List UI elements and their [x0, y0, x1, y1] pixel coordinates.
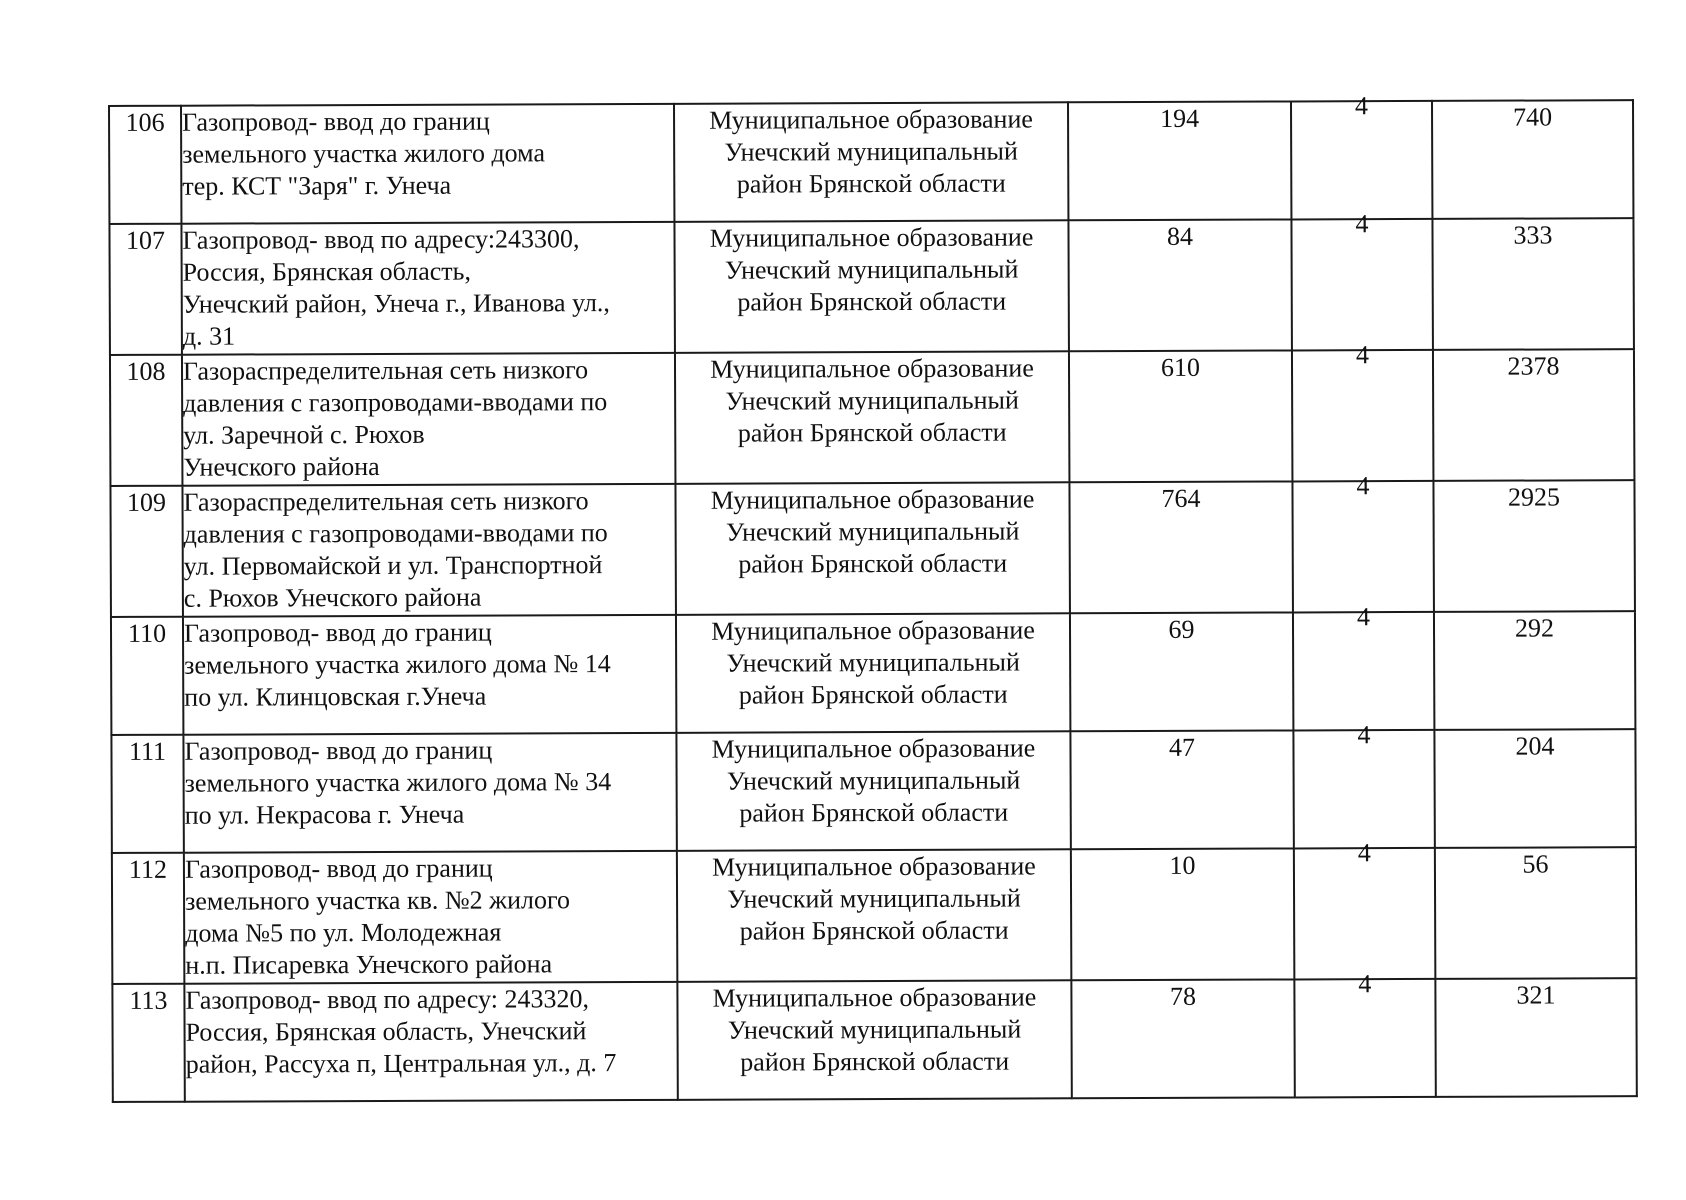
category-value: 4	[1357, 838, 1371, 868]
length-cell: 610	[1069, 350, 1293, 482]
row-number-cell: 109	[110, 486, 183, 617]
owner-cell: Муниципальное образование Унечский муниципальный район Брянской области	[677, 980, 1071, 1100]
category-value: 4	[1356, 602, 1371, 632]
category-cell	[1292, 340, 1434, 482]
object-name-cell: Газопровод- ввод по адресу: 243320, Россия, Брянская область, Унечский район, Рассуха п, Центральная ул., д. 7	[184, 982, 677, 1102]
object-name-cell: Газораспределительная сеть низкого давления с газопроводами-вводами по ул. Первомайской и ул. Транспортной с. Рюхов Унечского района	[182, 484, 675, 617]
object-name-cell: Газопровод- ввод до границ земельного участка жилого дома № 14 по ул. Клинцовская г.Унеча	[183, 615, 676, 735]
value-cell: 2378	[1433, 349, 1635, 481]
table-row	[111, 611, 1635, 735]
row-number-cell: 112	[112, 853, 185, 984]
category-cell	[1291, 209, 1433, 351]
owner-cell: Муниципальное образование Унечский муниципальный район Брянской области	[674, 102, 1068, 222]
length-cell: 84	[1068, 219, 1292, 351]
owner-cell: Муниципальное образование Унечский муниципальный район Брянской области	[676, 613, 1070, 733]
object-name-cell: Газопровод- ввод по адресу:243300, Россия, Брянская область, Унечский район, Унеча г., Иванова ул., д. 31	[181, 222, 674, 355]
gas-pipeline-records-table	[108, 91, 1638, 1103]
category-cell	[1294, 969, 1435, 1098]
length-cell: 78	[1071, 979, 1294, 1098]
category-cell	[1293, 602, 1434, 731]
category-value: 4	[1354, 91, 1369, 121]
table-row	[110, 349, 1634, 486]
length-cell: 47	[1070, 730, 1293, 849]
category-value: 4	[1355, 340, 1370, 370]
category-value: 4	[1356, 471, 1370, 501]
row-number-cell: 111	[111, 735, 183, 853]
object-name-cell: Газопровод- ввод до границ земельного участка кв. №2 жилого дома №5 по ул. Молодежная н.п. Писаревка Унечского района	[184, 851, 677, 984]
row-number-cell: 113	[112, 984, 184, 1102]
row-number-cell: 108	[110, 355, 183, 486]
value-cell: 56	[1435, 847, 1637, 979]
table-row	[112, 978, 1636, 1102]
category-cell	[1292, 471, 1434, 613]
table-row	[109, 218, 1633, 355]
table-row	[112, 847, 1636, 984]
value-cell: 321	[1435, 978, 1636, 1097]
row-number-cell: 110	[111, 617, 183, 735]
value-cell: 740	[1432, 100, 1633, 219]
owner-cell: Муниципальное образование Унечский муниципальный район Брянской области	[675, 351, 1070, 484]
object-name-cell: Газораспределительная сеть низкого давления с газопроводами-вводами по ул. Заречной с. Рюхов Унечского района	[182, 353, 675, 486]
table-row	[110, 480, 1634, 617]
category-value: 4	[1358, 969, 1372, 999]
length-cell: 194	[1068, 101, 1291, 220]
value-cell: 204	[1434, 729, 1635, 848]
owner-cell: Муниципальное образование Унечский муниципальный район Брянской области	[674, 220, 1069, 353]
row-number-cell: 106	[109, 106, 181, 224]
object-name-cell: Газопровод- ввод до границ земельного участка жилого дома тер. КСТ "Заря" г. Унеча	[181, 104, 674, 224]
value-cell: 333	[1432, 218, 1634, 350]
table-row	[109, 100, 1633, 224]
category-value: 4	[1355, 209, 1369, 239]
row-number-cell: 107	[109, 224, 182, 355]
length-cell: 10	[1071, 848, 1295, 980]
length-cell: 69	[1070, 612, 1293, 731]
category-cell	[1291, 91, 1432, 220]
object-name-cell: Газопровод- ввод до границ земельного участка жилого дома № 34 по ул. Некрасова г. Унеча	[183, 733, 676, 853]
category-cell	[1294, 838, 1436, 980]
value-cell: 2925	[1433, 480, 1635, 612]
owner-cell: Муниципальное образование Унечский муниципальный район Брянской области	[675, 482, 1070, 615]
category-cell	[1293, 720, 1434, 849]
category-value: 4	[1357, 720, 1371, 750]
table-row	[111, 729, 1635, 853]
value-cell: 292	[1434, 611, 1635, 730]
owner-cell: Муниципальное образование Унечский муниципальный район Брянской области	[676, 731, 1070, 851]
owner-cell: Муниципальное образование Унечский муниципальный район Брянской области	[677, 849, 1072, 982]
length-cell: 764	[1069, 481, 1293, 613]
